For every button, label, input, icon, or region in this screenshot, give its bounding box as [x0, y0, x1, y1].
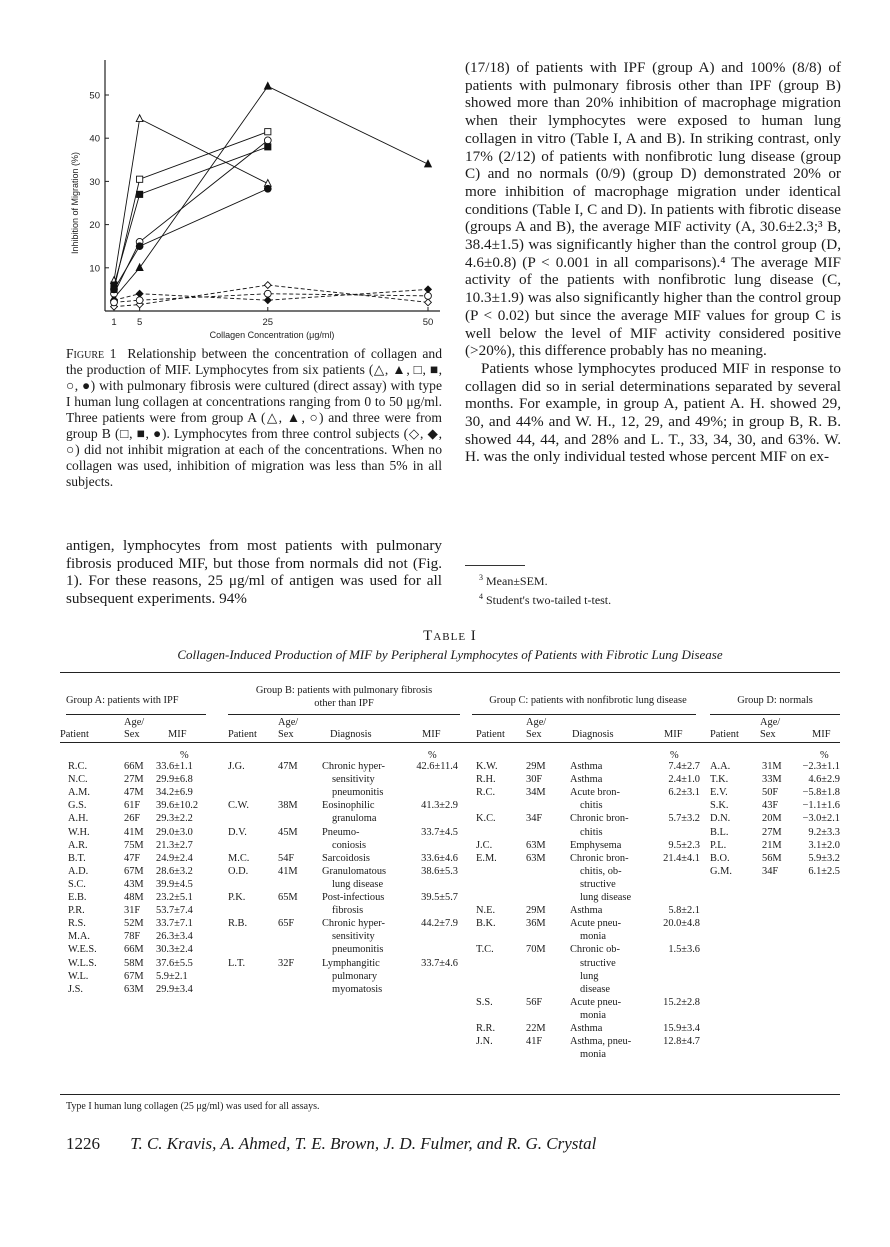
group-d-mif: −1.1±1.6 [802, 800, 840, 812]
group-c-agesex: 34F [526, 813, 543, 825]
group-c-agesex: 56F [526, 996, 543, 1008]
y-tick-label: 50 [89, 90, 100, 102]
group-c-diagnosis: monia [580, 1049, 606, 1061]
circle-open-marker [264, 290, 271, 297]
group-a-patient: E.B. [68, 892, 87, 903]
group-c-diagnosis: monia [580, 931, 606, 943]
group-b-diagnosis: Eosinophilic [322, 800, 375, 812]
group-d-mif: −2.3±1.1 [802, 761, 840, 772]
diagnosis-header: Diagnosis [572, 729, 614, 740]
y-tick-label: 20 [89, 220, 100, 232]
group-b-diagnosis: Granulomatous [322, 865, 387, 877]
group-a-mif: 33.6±1.1 [156, 761, 193, 772]
group-d-patient: A.A. [710, 761, 731, 772]
sex-header: Sex [278, 729, 294, 740]
group-a-patient: A.H. [68, 813, 89, 825]
group-a-patient: N.C. [68, 774, 88, 786]
series-line-7 [114, 285, 428, 307]
group-a-agesex: 41M [124, 826, 144, 838]
group-c-diagnosis: chitis [580, 826, 603, 838]
group-d-agesex: 33M [762, 774, 782, 786]
paragraph: (17/18) of patients with IPF (group A) and 100% (8/8) of patients with pulmonary fibrosis other than IPF (group B) showed more than 20% inhibition of macrophage migration when their lymphocytes were exposed to human lung collagen in vitro (Table I, A and B). In striking contrast, only 17% (2/12) of patients with nonfibrotic lung disease (group C) and no normals (0/9) (group D) demonstrated 20% or more inhibition of macrophage migration under identical conditions (Table I, C and D). In patients with fibrotic disease (groups A and B), the average MIF activity (A, 30.6±2.3;³ B, 38.4±1.5) was significantly higher than the control group (D, 4.6±0.8) (P < 0.001 in all comparisons).⁴ The average MIF activity of the patients with nonfibrotic lung disease (C, 10.3±1.9) was also significantly higher than the control group (P < 0.02) but since the average MIF values for group C is well below the level of MIF activity considered positive (>20%), this difference probably has no meaning. [465, 59, 842, 360]
group-c-diagnosis: lung disease [580, 892, 632, 903]
group-b-diagnosis: pneumonitis [332, 787, 384, 799]
table-bottom-rule [60, 1094, 840, 1095]
group-c-diagnosis: Acute pneu- [570, 996, 622, 1008]
group-a-agesex: 66M [124, 761, 144, 772]
group-b-agesex: 45M [278, 826, 298, 838]
left-column-text: antigen, lymphocytes from most patients with pulmonary fibrosis produced MIF, but those from normals did not (Fig. 1). For these reasons, 25 μg/ml of antigen was used for all subsequent experiments. 94% [66, 537, 442, 607]
circle-filled-marker [264, 185, 271, 192]
unit-label: % [428, 750, 437, 761]
group-a-mif: 21.3±2.7 [156, 839, 193, 851]
patient-header: Patient [476, 729, 505, 740]
x-tick-label: 25 [262, 317, 274, 328]
group-a-agesex: 75M [124, 839, 144, 851]
square-open-marker [265, 129, 271, 135]
group-b-diagnosis: fibrosis [332, 905, 364, 917]
group-d-agesex: 31M [762, 761, 782, 772]
group-a-agesex: 31F [124, 905, 141, 917]
group-a-patient: P.R. [68, 905, 85, 917]
group-b-diagnosis: coniosis [332, 839, 367, 851]
group-c-mif: 1.5±3.6 [668, 944, 700, 956]
x-axis-label: Collagen Concentration (μg/ml) [209, 330, 335, 340]
circle-open-marker [264, 137, 271, 144]
diamond-open-marker [264, 282, 271, 289]
sex-header: Sex [526, 729, 542, 740]
group-d-patient: B.L. [710, 826, 729, 838]
x-tick-label: 5 [136, 317, 143, 328]
group-b-mif: 39.5±5.7 [421, 892, 458, 903]
group-d-patient: E.V. [710, 787, 728, 799]
group-a-mif: 5.9±2.1 [156, 970, 188, 982]
figure-caption [66, 346, 442, 490]
group-a-mif: 23.2±5.1 [156, 892, 193, 903]
group-a-patient: G.S. [68, 800, 87, 812]
age-header: Age/ [760, 717, 781, 728]
group-a-patient: W.E.S. [68, 944, 97, 956]
series-line-5 [114, 147, 268, 285]
square-filled-marker [137, 191, 143, 197]
group-c-diagnosis: Asthma [570, 761, 603, 772]
age-header: Age/ [278, 717, 299, 728]
group-a-patient: B.T. [68, 852, 86, 864]
unit-label: % [670, 750, 679, 761]
group-b-diagnosis: granuloma [332, 813, 377, 825]
diagnosis-header: Diagnosis [330, 729, 372, 740]
group-c-mif: 6.2±3.1 [668, 787, 700, 799]
group-a-patient: R.C. [68, 761, 88, 772]
group-b-patient: C.W. [228, 800, 249, 812]
group-a-agesex: 67M [124, 865, 144, 877]
diamond-filled-marker [136, 290, 143, 297]
y-tick-label: 10 [89, 263, 100, 275]
patient-header: Patient [710, 729, 739, 740]
diamond-filled-marker [425, 286, 432, 293]
group-d-agesex: 34F [762, 865, 779, 877]
group-c-diagnosis: chitis, ob- [580, 865, 622, 877]
group-b-rule [228, 714, 460, 715]
footnote: $^3$ Mean±SEM. [479, 573, 548, 588]
diamond-filled-marker [264, 297, 271, 304]
group-c-mif: 5.7±3.2 [668, 813, 700, 825]
group-b-header: Group B: patients with pulmonary fibrosis other than IPF [255, 685, 433, 709]
group-a-mif: 24.9±2.4 [156, 852, 193, 864]
group-a-mif: 26.3±3.4 [156, 931, 193, 943]
group-b-agesex: 65F [278, 918, 295, 930]
group-a-agesex: 61F [124, 800, 141, 812]
group-b-diagnosis: lung disease [332, 878, 384, 890]
group-d-agesex: 27M [762, 826, 782, 838]
group-a-mif: 29.3±2.2 [156, 813, 193, 825]
group-a-agesex: 43M [124, 878, 144, 890]
circle-open-marker [136, 297, 143, 304]
group-d-mif: 6.1±2.5 [808, 865, 840, 877]
circle-open-marker [425, 292, 432, 299]
group-b-mif: 38.6±5.3 [421, 865, 458, 877]
group-c-agesex: 30F [526, 774, 543, 786]
group-a-mif: 39.6±10.2 [156, 800, 199, 812]
group-c-agesex: 36M [526, 918, 546, 930]
footnotes [465, 565, 841, 608]
group-a-patient: S.C. [68, 878, 86, 890]
group-b-agesex: 54F [278, 852, 295, 864]
group-b-patient: J.G. [228, 761, 245, 772]
x-tick-label: 50 [422, 317, 434, 328]
group-b-diagnosis: pneumonitis [332, 944, 384, 956]
group-a-mif: 29.9±6.8 [156, 774, 193, 786]
group-c-diagnosis: Asthma [570, 774, 603, 786]
group-b-diagnosis: myomatosis [332, 983, 383, 995]
group-c-mif: 15.9±3.4 [663, 1023, 700, 1034]
square-open-marker [137, 176, 143, 182]
group-c-diagnosis: Asthma, pneu- [570, 1036, 632, 1048]
group-a-agesex: 58M [124, 957, 144, 969]
mif-header: MIF [168, 729, 187, 740]
group-a-patient: W.L. [68, 970, 89, 982]
group-c-rule [472, 714, 696, 715]
group-b-patient: P.K. [228, 892, 246, 903]
group-a-patient: A.M. [68, 787, 90, 799]
group-b-diagnosis: Lymphangitic [322, 957, 380, 969]
group-c-diagnosis: Acute bron- [570, 787, 620, 799]
right-column-text [465, 59, 841, 466]
y-tick-label: 30 [89, 176, 100, 188]
patient-header: Patient [228, 729, 257, 740]
group-d-mif: 4.6±2.9 [808, 774, 840, 786]
group-d-patient: D.N. [710, 813, 731, 825]
group-a-patient: J.S. [68, 983, 84, 995]
group-a-agesex: 47M [124, 787, 144, 799]
group-b-mif: 33.7±4.6 [421, 957, 458, 969]
group-d-agesex: 50F [762, 787, 779, 799]
group-a-patient: A.R. [68, 839, 88, 851]
figure-chart [60, 40, 450, 340]
group-a-patient: R.S. [68, 918, 86, 930]
group-d-agesex: 21M [762, 839, 782, 851]
group-d-mif: 3.1±2.0 [808, 839, 840, 851]
group-d-rule [710, 714, 840, 715]
group-c-patient: R.H. [476, 774, 496, 786]
group-c-patient: R.R. [476, 1023, 496, 1034]
figure-1 [60, 40, 450, 340]
group-d-agesex: 20M [762, 813, 782, 825]
paragraph: Patients whose lymphocytes produced MIF in response to collagen did so in serial determinations separated by several months. For example, in group A, patient A. H. showed 29, 30, and 44% and W. H., 12, 29, and 49%; in group B, R. B. showed 44, 44, and 28% and L. T., 33, 34, 30, and 63%. W. H. was the only individual tested whose percent MIF on ex- [465, 359, 841, 466]
group-c-diagnosis: Chronic bron- [570, 813, 629, 825]
group-c-diagnosis: chitis [580, 800, 603, 812]
caption-text: Relationship between the concentration of collagen and the production of MIF. Lymphocytes from six patients (△, ▲, □, ■, ○, ●) with pulmonary fibrosis were cultured (direct assay) with type I human lung collagen at concentrations ranging from 0 to 50 μg/ml. Three patients were from group A (△, ▲, ○) and three were from group B (□, ■, ●). Lymphocytes from three control subjects (◇, ◆, ○) did not inhibit migration at each of the concentrations. When no collagen was used, inhibition of migration was less than 5% in all subjects. [66, 346, 443, 489]
group-a-mif: 53.7±7.4 [156, 905, 193, 917]
group-c-diagnosis: Chronic bron- [570, 852, 629, 864]
group-c-patient: K.W. [476, 761, 498, 772]
group-c-header: Group C: patients with nonfibrotic lung disease [489, 695, 687, 706]
authors: T. C. Kravis, A. Ahmed, T. E. Brown, J. D. Fulmer, and R. G. Crystal [130, 1134, 597, 1153]
group-b-diagnosis: sensitivity [332, 931, 375, 943]
table-title [60, 628, 840, 663]
group-c-mif: 2.4±1.0 [668, 774, 700, 786]
group-d-patient: P.L. [710, 839, 727, 851]
unit-label: % [820, 750, 829, 761]
x-tick-label: 1 [111, 317, 117, 328]
mif-header: MIF [422, 729, 441, 740]
group-a-agesex: 67M [124, 970, 144, 982]
mif-header: MIF [812, 729, 831, 740]
group-c-diagnosis: Asthma [570, 905, 603, 917]
group-d-mif: −5.8±1.8 [802, 787, 840, 799]
age-header: Age/ [526, 717, 547, 728]
group-b-diagnosis: Chronic hyper- [322, 761, 385, 772]
group-b-patient: M.C. [228, 852, 250, 864]
group-a-agesex: 78F [124, 931, 141, 943]
group-a-mif: 34.2±6.9 [156, 787, 193, 799]
group-d-agesex: 43F [762, 800, 779, 812]
group-d-mif: 5.9±3.2 [808, 852, 840, 864]
page-number: 1226 [66, 1134, 100, 1153]
triangle-filled-marker [264, 82, 271, 89]
table-caption: Collagen-Induced Production of MIF by Peripheral Lymphocytes of Patients with Fibrotic Lung Disease [177, 647, 723, 662]
group-c-diagnosis: lung [580, 970, 599, 982]
diamond-open-marker [425, 299, 432, 306]
footnote-rule [465, 565, 525, 566]
group-a-agesex: 52M [124, 918, 144, 930]
group-c-patient: R.C. [476, 787, 496, 799]
table-label: Table I [423, 628, 477, 644]
group-b-agesex: 47M [278, 761, 298, 772]
group-c-mif: 5.8±2.1 [668, 905, 700, 917]
group-a-mif: 30.3±2.4 [156, 944, 193, 956]
caption-lead: Figure 1 [66, 346, 117, 361]
group-d-patient: S.K. [710, 800, 729, 812]
group-a-patient: M.A. [68, 931, 90, 943]
group-b-patient: O.D. [228, 865, 249, 877]
group-c-diagnosis: Emphysema [570, 839, 622, 851]
footnote: $^4$ Student's two-tailed t-test. [479, 592, 612, 607]
group-c-mif: 7.4±2.7 [668, 761, 700, 772]
group-c-agesex: 34M [526, 787, 546, 799]
group-a-mif: 29.0±3.0 [156, 826, 193, 838]
group-a-mif: 29.9±3.4 [156, 983, 193, 995]
group-a-patient: A.D. [68, 865, 89, 877]
group-d-mif: −3.0±2.1 [802, 813, 840, 825]
group-c-diagnosis: Acute pneu- [570, 918, 622, 930]
group-c-diagnosis: disease [580, 983, 611, 995]
table-top-rule [60, 672, 840, 673]
group-b-agesex: 41M [278, 865, 298, 877]
page-footer [66, 1134, 596, 1154]
group-b-diagnosis: Post-infectious [322, 892, 385, 903]
group-b-diagnosis: Sarcoidosis [322, 852, 370, 864]
group-b-mif: 44.2±7.9 [421, 918, 458, 930]
group-c-mif: 12.8±4.7 [663, 1036, 700, 1048]
group-a-agesex: 48M [124, 892, 144, 903]
group-b-patient: D.V. [228, 826, 247, 838]
group-c-patient: E.M. [476, 852, 497, 864]
group-a-mif: 28.6±3.2 [156, 865, 193, 877]
y-axis-label: Inhibition of Migration (%) [70, 151, 80, 255]
series-line-1 [114, 119, 268, 281]
group-a-agesex: 66M [124, 944, 144, 956]
group-a-agesex: 26F [124, 813, 141, 825]
group-c-agesex: 29M [526, 905, 546, 917]
group-d-mif: 9.2±3.3 [808, 826, 840, 838]
group-b-mif: 42.6±11.4 [416, 761, 458, 772]
group-b-diagnosis: Pneumo- [322, 826, 360, 838]
group-b-patient: L.T. [228, 957, 246, 969]
y-tick-label: 40 [89, 133, 100, 145]
group-a-mif: 33.7±7.1 [156, 918, 193, 930]
group-c-agesex: 41F [526, 1036, 543, 1048]
group-c-mif: 9.5±2.3 [668, 839, 700, 851]
circle-filled-marker [111, 286, 118, 293]
group-b-patient: R.B. [228, 918, 248, 930]
group-c-diagnosis: monia [580, 1009, 606, 1021]
group-c-agesex: 22M [526, 1023, 546, 1034]
group-c-patient: N.E. [476, 905, 496, 917]
group-b-mif: 33.7±4.5 [421, 826, 458, 838]
group-c-agesex: 29M [526, 761, 546, 772]
triangle-filled-marker [425, 160, 432, 167]
group-b-diagnosis: sensitivity [332, 774, 375, 786]
square-filled-marker [265, 144, 271, 150]
triangle-open-marker [136, 115, 143, 122]
group-a-rule [66, 714, 206, 715]
group-c-agesex: 63M [526, 839, 546, 851]
group-b-mif: 41.3±2.9 [421, 800, 458, 812]
group-c-diagnosis: Chronic ob- [570, 944, 620, 956]
group-c-agesex: 63M [526, 852, 546, 864]
group-c-patient: K.C. [476, 813, 496, 825]
circle-open-marker [111, 299, 118, 306]
sex-header: Sex [124, 729, 140, 740]
group-a-agesex: 47F [124, 852, 141, 864]
group-b-agesex: 32F [278, 957, 295, 969]
table-note: Type I human lung collagen (25 μg/ml) was used for all assays. [66, 1101, 320, 1112]
group-d-agesex: 56M [762, 852, 782, 864]
group-c-patient: B.K. [476, 918, 496, 930]
group-b-agesex: 65M [278, 892, 298, 903]
group-c-diagnosis: structive [580, 878, 616, 890]
group-c-diagnosis: Asthma [570, 1023, 603, 1034]
group-c-mif: 20.0±4.8 [663, 918, 700, 930]
group-c-agesex: 70M [526, 944, 546, 956]
group-c-patient: J.N. [476, 1036, 493, 1048]
group-d-patient: B.O. [710, 852, 730, 864]
header-rule [60, 742, 840, 743]
group-a-mif: 39.9±4.5 [156, 878, 193, 890]
series-line-2 [114, 86, 428, 298]
group-d-patient: G.M. [710, 865, 732, 877]
group-b-diagnosis: Chronic hyper- [322, 918, 385, 930]
group-b-agesex: 38M [278, 800, 298, 812]
group-c-patient: J.C. [476, 839, 493, 851]
group-c-mif: 21.4±4.1 [663, 852, 700, 864]
group-a-mif: 37.6±5.5 [156, 957, 193, 969]
unit-label: % [180, 750, 189, 761]
group-a-agesex: 27M [124, 774, 144, 786]
patient-header: Patient [60, 729, 89, 740]
group-b-mif: 33.6±4.6 [421, 852, 458, 864]
age-header: Age/ [124, 717, 145, 728]
group-a-agesex: 63M [124, 983, 144, 995]
group-a-patient: W.H. [68, 826, 90, 838]
group-c-patient: S.S. [476, 996, 493, 1008]
group-b-diagnosis: pulmonary [332, 970, 378, 982]
group-d-header: Group D: normals [737, 695, 813, 706]
group-a-patient: W.L.S. [68, 957, 97, 969]
circle-filled-marker [136, 243, 143, 250]
sex-header: Sex [760, 729, 776, 740]
group-d-patient: T.K. [710, 774, 729, 786]
group-a-header: Group A: patients with IPF [66, 695, 179, 706]
group-c-diagnosis: structive [580, 957, 616, 969]
group-c-mif: 15.2±2.8 [663, 996, 700, 1008]
mif-header: MIF [664, 729, 683, 740]
group-c-patient: T.C. [476, 944, 494, 956]
